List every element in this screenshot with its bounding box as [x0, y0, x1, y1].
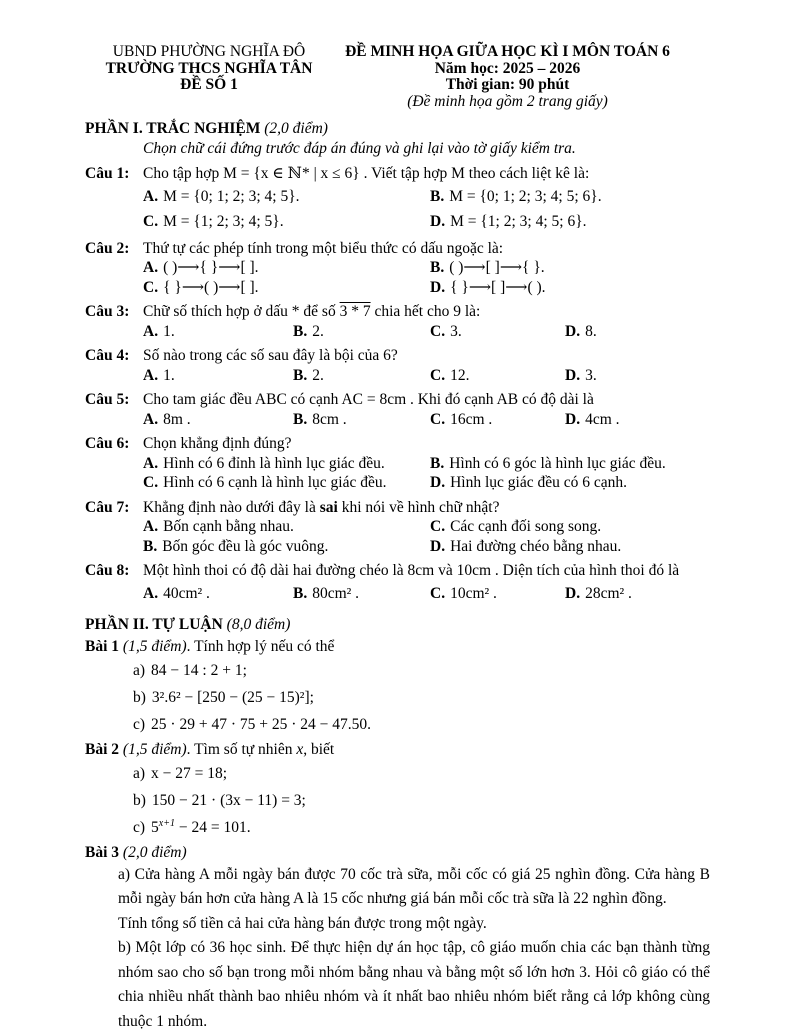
option-text: 1.	[163, 366, 175, 384]
option-letter: B.	[430, 259, 445, 276]
option-3a	[143, 322, 293, 342]
option-text: 12.	[450, 366, 470, 384]
option-3b	[293, 322, 430, 342]
item-expression: 84 − 14 : 2 + 1;	[151, 661, 247, 679]
exercise-2-heading	[85, 740, 710, 760]
option-2c	[143, 278, 430, 298]
option-letter: A.	[143, 584, 159, 602]
question-4-options-row	[143, 366, 710, 386]
exercise-3-part-b: b) Một lớp có 36 học sinh. Để thực hiện dự án học tập, cô giáo muốn chia các bạn thành từng nhóm sao cho số bạn trong mỗi nhóm bằng nhau và bằng một số lớn hơn 3. Hỏi cô giáo có thể chia nhiều nhất thành bao nhiêu nhóm và ít nhất bao nhiêu nhóm biết rằng cả lớp không cùng thuộc 1 nhóm.	[118, 939, 710, 1030]
option-letter: D.	[430, 212, 446, 230]
question-7-text-post: khi nói về hình chữ nhật?	[337, 498, 500, 516]
option-letter: D.	[565, 366, 581, 384]
option-letter: B.	[293, 584, 308, 602]
option-letter: C.	[430, 518, 446, 535]
option-text: 2.	[312, 322, 324, 340]
exercise-1-text: . Tính hợp lý nếu có thể	[186, 637, 335, 655]
question-7-text	[143, 498, 710, 518]
exercise-2-text-pre: . Tìm số tự nhiên	[186, 740, 297, 758]
option-letter: D.	[430, 278, 446, 296]
option-6c	[143, 473, 430, 493]
part2-points: (8,0 điểm)	[226, 615, 291, 633]
exam-note: (Đề minh họa gồm 2 trang giấy)	[407, 92, 608, 110]
option-text: Hình có 6 đỉnh là hình lục giác đều.	[163, 454, 385, 472]
question-8-label: Câu 8:	[85, 562, 130, 579]
question-3-label: Câu 3:	[85, 303, 130, 320]
part1-points: (2,0 điểm)	[264, 120, 328, 137]
option-letter: C.	[143, 212, 159, 230]
option-text: 2.	[312, 366, 324, 384]
question-6-options-row-2	[143, 473, 710, 493]
item-label: a)	[133, 764, 146, 782]
item-expression: 3².6² − [250 − (25 − 15)²];	[151, 688, 314, 706]
exercise-2-item-c	[133, 814, 710, 841]
option-text: 8.	[585, 322, 597, 340]
question-2-label: Câu 2:	[85, 239, 130, 257]
exercise-2-item-a	[133, 760, 710, 787]
question-3	[85, 302, 710, 322]
item-expression: 25 · 29 + 47 · 75 + 25 · 24 − 47.50.	[151, 715, 372, 733]
question-7-options-row-1	[143, 517, 710, 537]
option-text: 1.	[163, 322, 175, 340]
question-4-text: Số nào trong các số sau đây là bội của 6?	[143, 347, 398, 364]
question-6-text: Chọn khẳng định đúng?	[143, 435, 292, 452]
question-7-text-pre: Khẳng định nào dưới đây là	[143, 498, 320, 516]
question-8	[85, 561, 710, 581]
option-letter: A.	[143, 259, 159, 276]
option-letter: B.	[430, 454, 445, 472]
item-label: b)	[133, 791, 146, 809]
exercise-1-label: Bài 1	[85, 637, 120, 655]
question-3-text-post: chia hết cho 9 là:	[370, 303, 481, 320]
part2-heading	[85, 615, 710, 635]
option-text: ( )⟶[ ]⟶{ }.	[449, 259, 545, 276]
question-2-options-row-1	[143, 258, 710, 278]
exercise-1-item-b	[133, 684, 710, 711]
exercise-3-label: Bài 3	[85, 843, 120, 861]
item-label: b)	[133, 688, 146, 706]
option-2a	[143, 258, 430, 278]
option-text: { }⟶( )⟶[ ].	[163, 278, 259, 296]
exercise-1-item-a	[133, 657, 710, 684]
question-2	[85, 239, 710, 259]
item-label: a)	[133, 661, 146, 679]
option-4d	[565, 366, 710, 386]
part1-instruction: Chọn chữ cái đứng trước đáp án đúng và ghi lại vào tờ giấy kiểm tra.	[143, 140, 576, 157]
exercise-3-heading	[85, 843, 710, 863]
option-6a	[143, 454, 430, 474]
option-letter: C.	[430, 584, 446, 602]
option-1c	[143, 209, 430, 234]
question-3-text	[143, 302, 710, 322]
exercise-2-item-b	[133, 787, 710, 814]
option-text: Hình có 6 góc là hình lục giác đều.	[449, 454, 666, 472]
option-5d	[565, 410, 710, 430]
option-1a	[143, 184, 430, 209]
option-text: 3.	[585, 366, 597, 384]
option-text: ( )⟶{ }⟶[ ].	[163, 259, 259, 276]
school-header	[85, 44, 333, 110]
exercise-2-text-post: , biết	[303, 740, 335, 758]
item-label: c)	[133, 818, 146, 836]
option-letter: C.	[430, 410, 446, 428]
option-text: 8cm .	[312, 410, 347, 428]
option-text: 4cm .	[585, 410, 620, 428]
question-5-options-row	[143, 410, 710, 430]
variable-x: x	[296, 740, 304, 758]
option-5c	[430, 410, 565, 430]
option-2b	[430, 258, 710, 278]
question-1-options-row-1	[143, 184, 710, 209]
option-text: Bốn cạnh bằng nhau.	[163, 518, 294, 535]
option-letter: A.	[143, 366, 159, 384]
power-exponent: x+1	[158, 817, 175, 829]
option-text: 40cm² .	[163, 584, 210, 602]
exercise-3-points: (2,0 điểm)	[122, 843, 187, 861]
option-letter: D.	[430, 537, 446, 555]
page-header	[85, 44, 710, 110]
question-3-options-row	[143, 322, 710, 342]
option-text: 8m .	[163, 410, 191, 428]
question-6-options-row-1	[143, 454, 710, 474]
option-letter: B.	[430, 187, 445, 205]
power-base: 5	[151, 818, 159, 836]
question-2-text: Thứ tự các phép tính trong một biểu thức có dấu ngoặc là:	[143, 239, 504, 257]
option-7a	[143, 517, 430, 537]
option-text: Bốn góc đều là góc vuông.	[162, 537, 329, 555]
exercise-1-heading	[85, 637, 710, 657]
option-letter: B.	[143, 537, 158, 555]
exam-title: ĐỀ MINH HỌA GIỮA HỌC KÌ I MÔN TOÁN 6	[345, 43, 670, 60]
option-letter: A.	[143, 187, 159, 205]
question-5	[85, 390, 710, 410]
exam-number: ĐỀ SỐ 1	[180, 76, 238, 93]
question-1	[85, 164, 710, 184]
overlined-number: 3 * 7	[339, 303, 371, 320]
question-8-text: Một hình thoi có độ dài hai đường chéo là 8cm và 10cm . Diện tích của hình thoi đó là	[143, 562, 680, 579]
part2-title: PHẦN II. TỰ LUẬN	[85, 615, 223, 633]
question-1-options-row-2	[143, 209, 710, 234]
question-3-text-pre: Chữ số thích hợp ở dấu * để số	[143, 303, 340, 320]
question-1-label: Câu 1:	[85, 165, 130, 182]
option-letter: B.	[293, 366, 308, 384]
option-1d	[430, 209, 710, 234]
option-letter: D.	[565, 410, 581, 428]
exam-header	[333, 44, 682, 110]
option-text: 80cm² .	[312, 584, 360, 602]
option-4a	[143, 366, 293, 386]
option-6b	[430, 454, 710, 474]
emphasized-word: sai	[319, 498, 338, 516]
option-4c	[430, 366, 565, 386]
option-7d	[430, 537, 710, 557]
option-letter: C.	[430, 366, 446, 384]
option-3c	[430, 322, 565, 342]
option-text: 16cm .	[450, 410, 493, 428]
option-text: Hình có 6 cạnh là hình lục giác đều.	[163, 474, 387, 491]
question-6-label: Câu 6:	[85, 435, 130, 452]
question-2-options-row-2	[143, 278, 710, 298]
option-letter: C.	[430, 322, 446, 340]
option-letter: A.	[143, 322, 159, 340]
item-expression: 150 − 21 · (3x − 11) = 3;	[151, 791, 306, 809]
item-expression: x − 27 = 18;	[151, 764, 228, 782]
question-5-text: Cho tam giác đều ABC có cạnh AC = 8cm . Khi đó cạnh AB có độ dài là	[143, 391, 594, 408]
question-6	[85, 434, 710, 454]
option-4b	[293, 366, 430, 386]
option-8d	[565, 581, 710, 606]
question-7-label: Câu 7:	[85, 498, 130, 516]
option-2d	[430, 278, 710, 298]
exercise-1-item-c	[133, 711, 710, 738]
option-text: Hai đường chéo bằng nhau.	[450, 537, 622, 555]
option-8a	[143, 581, 293, 606]
option-letter: A.	[143, 410, 159, 428]
option-8c	[430, 581, 565, 606]
exam-duration: Thời gian: 90 phút	[445, 76, 570, 93]
option-letter: D.	[565, 584, 581, 602]
equation-rest: − 24 = 101.	[174, 818, 251, 836]
exercise-3-part-a: a) Cửa hàng A mỗi ngày bán được 70 cốc trà sữa, mỗi cốc có giá 25 nghìn đồng. Cửa hàng B mỗi ngày bán hơn cửa hàng A là 15 cốc nhưng giá bán mỗi cốc trà sữa là 22 nghìn đồng.	[118, 865, 710, 907]
school-year: Năm học: 2025 – 2026	[434, 59, 581, 77]
option-6d	[430, 473, 710, 493]
option-7b	[143, 537, 430, 557]
item-label: c)	[133, 715, 146, 733]
question-4-label: Câu 4:	[85, 347, 130, 364]
option-letter: C.	[143, 474, 159, 491]
question-7-options-row-2	[143, 537, 710, 557]
question-1-text: Cho tập hợp M = {x ∈ ℕ* | x ≤ 6} . Viết tập hợp M theo cách liệt kê là:	[143, 165, 590, 182]
part1-title: PHẦN I. TRẮC NGHIỆM	[85, 120, 261, 137]
option-text: M = {0; 1; 2; 3; 4; 5}.	[163, 187, 300, 205]
school-name: TRƯỜNG THCS NGHĨA TÂN	[105, 59, 313, 77]
question-7	[85, 498, 710, 518]
option-3d	[565, 322, 710, 342]
option-text: Các cạnh đối song song.	[450, 518, 602, 535]
option-letter: A.	[143, 518, 159, 535]
option-text: 10cm² .	[450, 584, 497, 602]
item-expression	[151, 819, 251, 836]
part1-heading	[85, 119, 710, 139]
option-1b	[430, 184, 710, 209]
option-letter: B.	[293, 410, 308, 428]
option-text: M = {1; 2; 3; 4; 5; 6}.	[450, 212, 587, 230]
exercise-3-part-a-question: Tính tổng số tiền cả hai cửa hàng bán được trong một ngày.	[118, 914, 487, 932]
org-name: UBND PHƯỜNG NGHĨA ĐÔ	[112, 43, 306, 60]
question-8-options-row	[143, 581, 710, 606]
option-letter: D.	[565, 322, 581, 340]
question-4	[85, 346, 710, 366]
option-letter: C.	[143, 278, 159, 296]
question-5-label: Câu 5:	[85, 391, 130, 408]
option-text: { }⟶[ ]⟶( ).	[450, 278, 546, 296]
option-text: Hình lục giác đều có 6 cạnh.	[450, 474, 627, 491]
option-7c	[430, 517, 710, 537]
option-letter: A.	[143, 454, 159, 472]
option-text: M = {1; 2; 3; 4; 5}.	[163, 212, 284, 230]
option-text: 3.	[450, 322, 462, 340]
option-5b	[293, 410, 430, 430]
option-text: M = {0; 1; 2; 3; 4; 5; 6}.	[449, 187, 602, 205]
option-letter: B.	[293, 322, 308, 340]
exercise-2-points: (1,5 điểm)	[122, 740, 187, 758]
option-5a	[143, 410, 293, 430]
option-text: 28cm² .	[585, 584, 632, 602]
option-letter: D.	[430, 474, 446, 491]
exercise-2-label: Bài 2	[85, 740, 120, 758]
exercise-1-points: (1,5 điểm)	[122, 637, 187, 655]
option-8b	[293, 581, 430, 606]
